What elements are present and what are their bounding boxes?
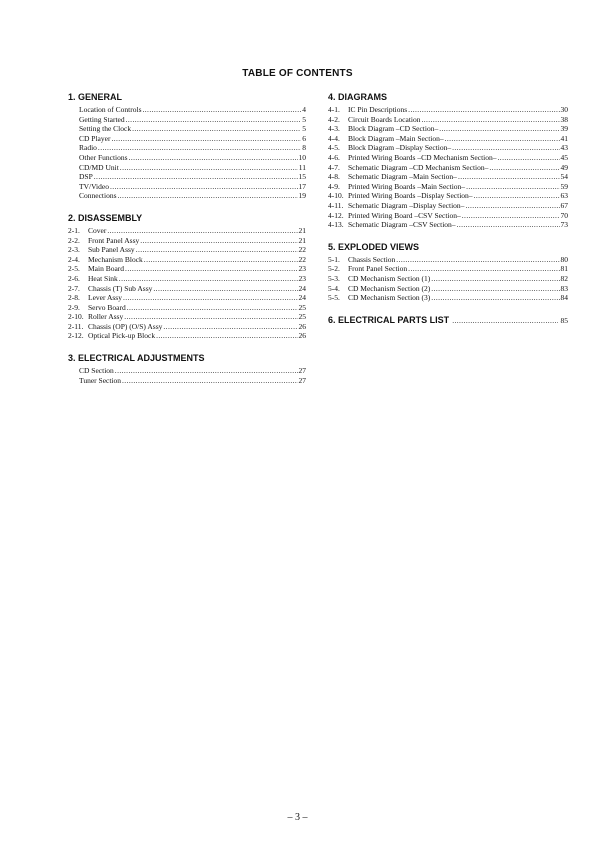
entry-number: 4-12. <box>328 210 344 220</box>
dot-leader <box>153 284 297 294</box>
entry-number: 4-8. <box>328 172 340 182</box>
dot-leader <box>132 124 301 134</box>
entry-page: 27 <box>298 375 306 385</box>
dot-leader <box>123 293 298 303</box>
toc-entry[interactable] <box>68 226 306 236</box>
toc-entry[interactable] <box>328 191 568 201</box>
entry-number: 5-1. <box>328 254 340 264</box>
entry-number: 2-7. <box>68 283 80 293</box>
section-heading: 1. GENERAL <box>68 92 123 102</box>
entry-number: 2-12. <box>68 331 84 341</box>
toc-entry[interactable] <box>68 172 306 182</box>
entry-number: 4-7. <box>328 162 340 172</box>
dot-leader <box>119 274 298 284</box>
dot-leader <box>396 255 559 265</box>
toc-entry[interactable] <box>328 201 568 211</box>
toc-entry[interactable] <box>68 322 306 332</box>
dot-leader <box>457 220 560 230</box>
toc-section-electrical-parts-list <box>328 315 568 326</box>
entry-page: 81 <box>560 264 568 274</box>
entry-page: 63 <box>560 191 568 201</box>
toc-entry[interactable] <box>328 255 568 265</box>
dot-leader <box>466 182 559 192</box>
page-number: – 3 – <box>287 812 308 823</box>
dot-leader <box>140 236 297 246</box>
toc-entry[interactable] <box>328 211 568 221</box>
entry-label: Printed Wiring Boards –Display Section– <box>348 191 473 201</box>
entry-page: 22 <box>298 254 306 264</box>
entry-label: Setting the Clock <box>79 124 132 134</box>
toc-section-electrical-adjustments <box>68 353 306 385</box>
section-heading: 4. DIAGRAMS <box>328 92 388 102</box>
dot-leader <box>474 191 560 201</box>
entry-number: 5-5. <box>328 293 340 303</box>
dot-leader <box>445 134 560 144</box>
entry-number: 4-5. <box>328 143 340 153</box>
entry-label: Front Panel Section <box>348 264 408 274</box>
entry-label: CD Player <box>79 133 111 143</box>
entry-page: 5 <box>302 114 306 124</box>
toc-entry[interactable] <box>68 331 306 341</box>
dot-leader <box>98 143 301 153</box>
dot-leader <box>111 134 301 144</box>
section-heading: 6. ELECTRICAL PARTS LIST <box>328 314 450 325</box>
toc-entry[interactable] <box>328 293 568 303</box>
toc-entry[interactable] <box>328 264 568 274</box>
entry-page: 84 <box>560 293 568 303</box>
entry-label: Radio <box>79 143 97 153</box>
entry-label: Block Diagram –Main Section– <box>348 133 444 143</box>
entry-page: 22 <box>298 245 306 255</box>
toc-entry[interactable] <box>68 236 306 246</box>
toc-entry[interactable] <box>68 274 306 284</box>
entry-label: Printed Wiring Boards –CD Mechanism Section– <box>348 152 497 162</box>
entry-page: 83 <box>560 283 568 293</box>
toc-entry[interactable] <box>68 163 306 173</box>
entry-page: 21 <box>298 225 306 235</box>
toc-entry[interactable] <box>328 105 568 115</box>
toc-entry[interactable] <box>68 134 306 144</box>
dot-leader <box>458 172 560 182</box>
toc-entry[interactable] <box>328 124 568 134</box>
entry-page: 67 <box>560 200 568 210</box>
entry-number: 4-13. <box>328 220 344 230</box>
toc-entry[interactable] <box>68 182 306 192</box>
entry-number: 2-10. <box>68 312 84 322</box>
dot-leader <box>439 124 559 134</box>
entry-number: 2-2. <box>68 235 80 245</box>
entry-number: 2-4. <box>68 254 80 264</box>
entry-label: Servo Board <box>88 302 126 312</box>
entry-page: 17 <box>298 181 306 191</box>
entry-number: 4-3. <box>328 124 340 134</box>
dot-leader <box>408 264 559 274</box>
section-heading: 2. DISASSEMBLY <box>68 212 143 223</box>
entry-label: Heat Sink <box>88 273 118 283</box>
entry-label: Schematic Diagram –CD Mechanism Section– <box>348 162 489 172</box>
entry-page: 85 <box>560 315 568 325</box>
toc-entry[interactable] <box>68 153 306 163</box>
entry-number: 2-5. <box>68 264 80 274</box>
entry-number: 2-8. <box>68 293 80 303</box>
entry-number: 4-10. <box>328 191 344 201</box>
toc-entry[interactable] <box>328 143 568 153</box>
toc-entry[interactable] <box>328 172 568 182</box>
entry-number: 4-11. <box>328 200 344 210</box>
entry-page: 25 <box>298 302 306 312</box>
entry-label: TV/Video <box>79 181 109 191</box>
dot-leader <box>408 105 559 115</box>
toc-section-exploded-views <box>328 242 568 303</box>
entry-page: 30 <box>560 105 568 114</box>
entry-label: Sub Panel Assy <box>88 245 135 255</box>
entry-label: Tuner Section <box>79 375 122 385</box>
entry-label: Main Board <box>88 264 125 274</box>
entry-page: 49 <box>560 162 568 172</box>
entry-page: 73 <box>560 220 568 230</box>
entry-page: 82 <box>560 273 568 283</box>
entry-label: DSP <box>79 172 93 182</box>
toc-entry[interactable] <box>68 312 306 322</box>
entry-number: 2-1. <box>68 225 80 235</box>
dot-leader <box>452 315 557 326</box>
entry-label: CD Section <box>79 366 114 376</box>
toc-right-column <box>328 92 568 338</box>
entry-label: CD Mechanism Section (3) <box>348 293 431 303</box>
dot-leader <box>431 284 559 294</box>
entry-label: Roller Assy <box>88 312 124 322</box>
entry-label: Getting Started <box>79 114 125 124</box>
section-heading: 5. EXPLODED VIEWS <box>328 241 420 252</box>
toc-entry[interactable] <box>68 255 306 265</box>
entry-label: Schematic Diagram –Main Section– <box>348 172 457 182</box>
dot-leader <box>163 322 297 332</box>
dot-leader <box>465 201 559 211</box>
entry-page: 43 <box>560 143 568 153</box>
dot-leader <box>452 143 559 153</box>
entry-label: Location of Controls <box>79 105 142 114</box>
entry-label: Circuit Boards Location <box>348 114 421 124</box>
entry-page: 39 <box>560 124 568 134</box>
entry-number: 2-6. <box>68 273 80 283</box>
entry-page: 45 <box>560 152 568 162</box>
toc-left-column <box>68 92 306 397</box>
entry-page: 6 <box>302 133 306 143</box>
dot-leader <box>156 331 297 341</box>
entry-label: Schematic Diagram –Display Section– <box>348 200 465 210</box>
toc-entry[interactable] <box>328 220 568 230</box>
toc-entry[interactable] <box>68 376 306 386</box>
entry-number: 2-9. <box>68 302 80 312</box>
entry-page: 23 <box>298 273 306 283</box>
entry-page: 19 <box>298 191 306 201</box>
entry-page: 38 <box>560 114 568 124</box>
entry-label: Connections <box>79 191 117 201</box>
toc-entry[interactable] <box>328 274 568 284</box>
entry-label: Chassis Section <box>348 254 396 264</box>
entry-page: 54 <box>560 172 568 182</box>
dot-leader <box>498 153 560 163</box>
entry-page: 21 <box>298 235 306 245</box>
entry-page: 24 <box>298 293 306 303</box>
entry-number: 4-9. <box>328 181 340 191</box>
entry-page: 26 <box>298 321 306 331</box>
entry-label: Printed Wiring Boards –Main Section– <box>348 181 466 191</box>
dot-leader <box>115 366 298 376</box>
toc-entry[interactable] <box>68 143 306 153</box>
toc-entry[interactable] <box>328 182 568 192</box>
toc-entry[interactable] <box>328 153 568 163</box>
dot-leader <box>136 245 298 255</box>
entry-page: 70 <box>560 210 568 220</box>
dot-leader <box>107 226 297 236</box>
entry-label: Other Functions <box>79 152 128 162</box>
toc-entry[interactable] <box>68 245 306 255</box>
dot-leader <box>118 191 298 201</box>
entry-label: Front Panel Assy <box>88 235 140 245</box>
dot-leader <box>122 376 297 386</box>
toc-entry[interactable] <box>68 105 306 115</box>
toc-entry[interactable] <box>68 264 306 274</box>
entry-page: 26 <box>298 331 306 341</box>
entry-number: 2-11. <box>68 321 84 331</box>
entry-number: 4-2. <box>328 114 340 124</box>
entry-page: 11 <box>298 162 306 172</box>
page-title: TABLE OF CONTENTS <box>242 68 353 79</box>
entry-label: Optical Pick-up Block <box>88 331 156 341</box>
toc-entry[interactable] <box>68 366 306 376</box>
entry-page: 59 <box>560 181 568 191</box>
entry-number: 5-2. <box>328 264 340 274</box>
entry-page: 5 <box>302 124 306 134</box>
dot-leader <box>110 182 298 192</box>
dot-leader <box>127 303 298 313</box>
entry-label: Block Diagram –CD Section– <box>348 124 439 134</box>
dot-leader <box>125 264 297 274</box>
entry-page: 23 <box>298 264 306 274</box>
entry-page: 10 <box>298 152 306 162</box>
entry-page: 4 <box>302 105 306 114</box>
entry-label: Block Diagram –Display Section– <box>348 143 452 153</box>
dot-leader <box>462 211 560 221</box>
entry-page: 80 <box>560 254 568 264</box>
dot-leader <box>431 274 559 284</box>
toc-entry[interactable] <box>328 134 568 144</box>
entry-label: Mechanism Block <box>88 254 143 264</box>
dot-leader <box>94 172 298 182</box>
toc-entry[interactable] <box>68 293 306 303</box>
toc-entry[interactable] <box>68 191 306 201</box>
entry-label: Cover <box>88 225 107 235</box>
entry-number: 5-3. <box>328 273 340 283</box>
entry-page: 25 <box>298 312 306 322</box>
dot-leader <box>126 115 302 125</box>
dot-leader <box>421 115 559 125</box>
entry-number: 5-4. <box>328 283 340 293</box>
dot-leader <box>129 153 298 163</box>
toc-section-general <box>68 92 306 201</box>
dot-leader <box>124 312 297 322</box>
section-heading: 3. ELECTRICAL ADJUSTMENTS <box>68 353 205 364</box>
entry-label: CD/MD Unit <box>79 162 119 172</box>
entry-page: 15 <box>298 172 306 182</box>
toc-entry[interactable] <box>328 284 568 294</box>
toc-entry[interactable] <box>68 124 306 134</box>
entry-page: 27 <box>298 366 306 376</box>
entry-label: Chassis (OP) (O/S) Assy <box>88 321 163 331</box>
entry-label: CD Mechanism Section (2) <box>348 283 431 293</box>
entry-page: 8 <box>302 143 306 153</box>
toc-entry[interactable] <box>328 163 568 173</box>
toc-entry[interactable] <box>328 315 568 326</box>
dot-leader <box>120 163 298 173</box>
entry-number: 2-3. <box>68 245 80 255</box>
entry-number: 4-4. <box>328 133 340 143</box>
entry-label: Schematic Diagram –CSV Section– <box>348 220 456 230</box>
entry-label: CD Mechanism Section (1) <box>348 273 431 283</box>
entry-page: 41 <box>560 133 568 143</box>
entry-page: 24 <box>298 283 306 293</box>
toc-entry[interactable] <box>68 284 306 294</box>
toc-entry[interactable] <box>68 115 306 125</box>
entry-label: Lever Assy <box>88 293 122 303</box>
dot-leader <box>489 163 559 173</box>
entry-label: Chassis (T) Sub Assy <box>88 283 153 293</box>
toc-section-disassembly <box>68 213 306 341</box>
toc-entry[interactable] <box>328 115 568 125</box>
toc-section-diagrams <box>328 92 568 230</box>
toc-entry[interactable] <box>68 303 306 313</box>
entry-number: 4-1. <box>328 105 340 114</box>
entry-label: Printed Wiring Board –CSV Section– <box>348 210 461 220</box>
dot-leader <box>431 293 559 303</box>
entry-number: 4-6. <box>328 152 340 162</box>
dot-leader <box>143 105 302 115</box>
entry-label: IC Pin Descriptions <box>348 105 408 114</box>
dot-leader <box>144 255 298 265</box>
